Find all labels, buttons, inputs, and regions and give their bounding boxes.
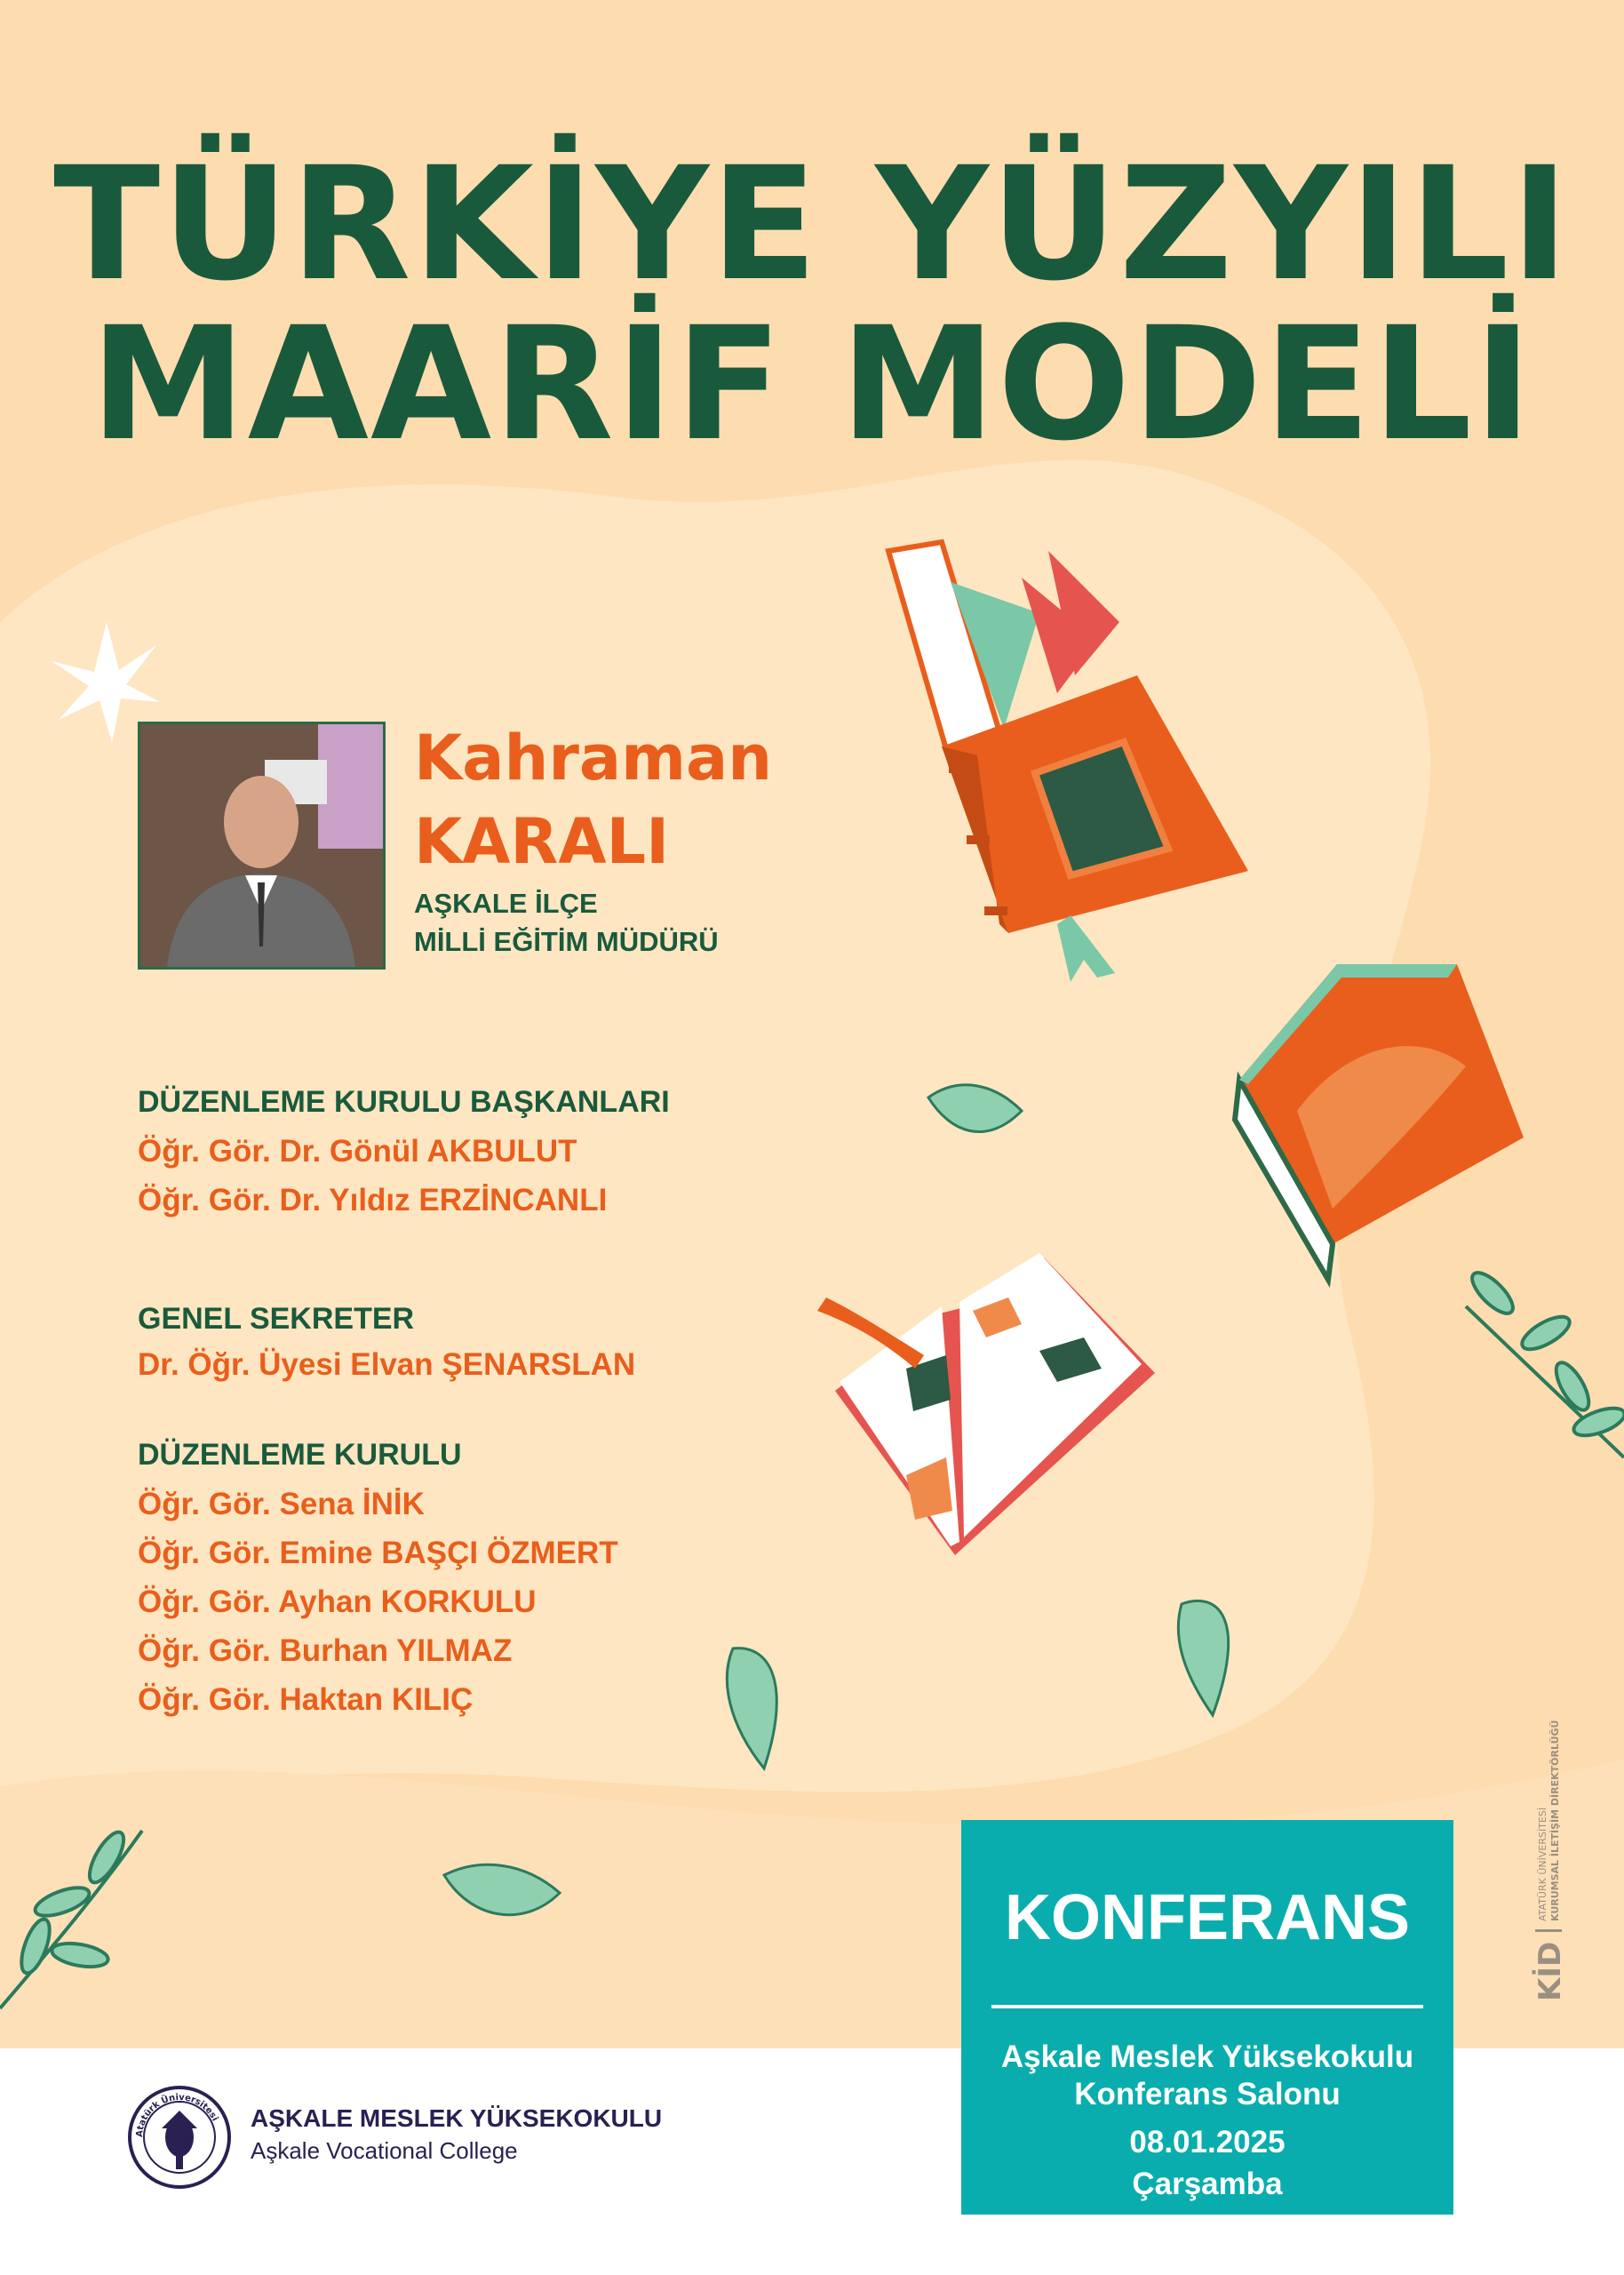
committee-member: Öğr. Gör. Sena İNİK bbox=[138, 1487, 425, 1521]
committee-chairs-heading: DÜZENLEME KURULU BAŞKANLARI bbox=[138, 1085, 670, 1119]
kid-line-1: ATATÜRK ÜNİVERSİTESİ bbox=[1537, 1807, 1548, 1921]
person-icon bbox=[140, 724, 383, 967]
event-date: 08.01.2025 bbox=[1129, 2125, 1286, 2159]
committee-member: Öğr. Gör. Emine BAŞÇI ÖZMERT bbox=[138, 1536, 618, 1570]
speaker-role-line: MİLLİ EĞİTİM MÜDÜRÜ bbox=[414, 926, 719, 957]
kid-mark bbox=[1528, 1671, 1581, 2008]
logo-text: Atatürk Üniversitesi bbox=[134, 2092, 220, 2138]
university-logo bbox=[126, 2084, 233, 2191]
speaker-role bbox=[414, 884, 719, 961]
event-box bbox=[961, 1820, 1453, 2215]
committee-chair-member: Öğr. Gör. Dr. Gönül AKBULUT bbox=[138, 1134, 577, 1169]
college-name: AŞKALE MESLEK YÜKSEKOKULU bbox=[251, 2104, 663, 2132]
kid-logo-text: KİD bbox=[1532, 1941, 1568, 2001]
secretary-heading: GENEL SEKRETER bbox=[138, 1302, 415, 1336]
secretary-member: Dr. Öğr. Üyesi Elvan ŞENARSLAN bbox=[138, 1347, 636, 1382]
committee-heading: DÜZENLEME KURULU bbox=[138, 1438, 462, 1472]
event-venue-line: Aşkale Meslek Yüksekokulu bbox=[1000, 2040, 1414, 2074]
event-type: KONFERANS bbox=[1004, 1882, 1410, 1953]
kid-line-2: KURUMSAL İLETİŞİM DİREKTÖRLÜĞÜ bbox=[1549, 1720, 1561, 1921]
committee-chair-member: Öğr. Gör. Dr. Yıldız ERZİNCANLI bbox=[138, 1183, 608, 1217]
branch-icon-right bbox=[1466, 1266, 1624, 1457]
speaker-photo bbox=[138, 722, 386, 970]
speaker-last-name: KARALI bbox=[414, 805, 670, 878]
committee-member: Öğr. Gör. Ayhan KORKULU bbox=[138, 1585, 537, 1619]
title-line-2: MAARİF MODELİ bbox=[90, 293, 1534, 475]
event-divider bbox=[991, 2005, 1423, 2008]
committee-member: Öğr. Gör. Haktan KILIÇ bbox=[138, 1682, 474, 1717]
event-venue bbox=[961, 2039, 1453, 2113]
speaker-role-line: AŞKALE İLÇE bbox=[414, 888, 598, 919]
committee-member: Öğr. Gör. Burhan YILMAZ bbox=[138, 1633, 513, 1668]
event-day: Çarşamba bbox=[1132, 2167, 1283, 2201]
title-line-1: TÜRKİYE YÜZYILI bbox=[53, 133, 1571, 315]
speaker-first-name: Kahraman bbox=[414, 722, 773, 794]
college-name-en: Aşkale Vocational College bbox=[251, 2137, 518, 2164]
event-venue-line: Konferans Salonu bbox=[1074, 2077, 1341, 2111]
